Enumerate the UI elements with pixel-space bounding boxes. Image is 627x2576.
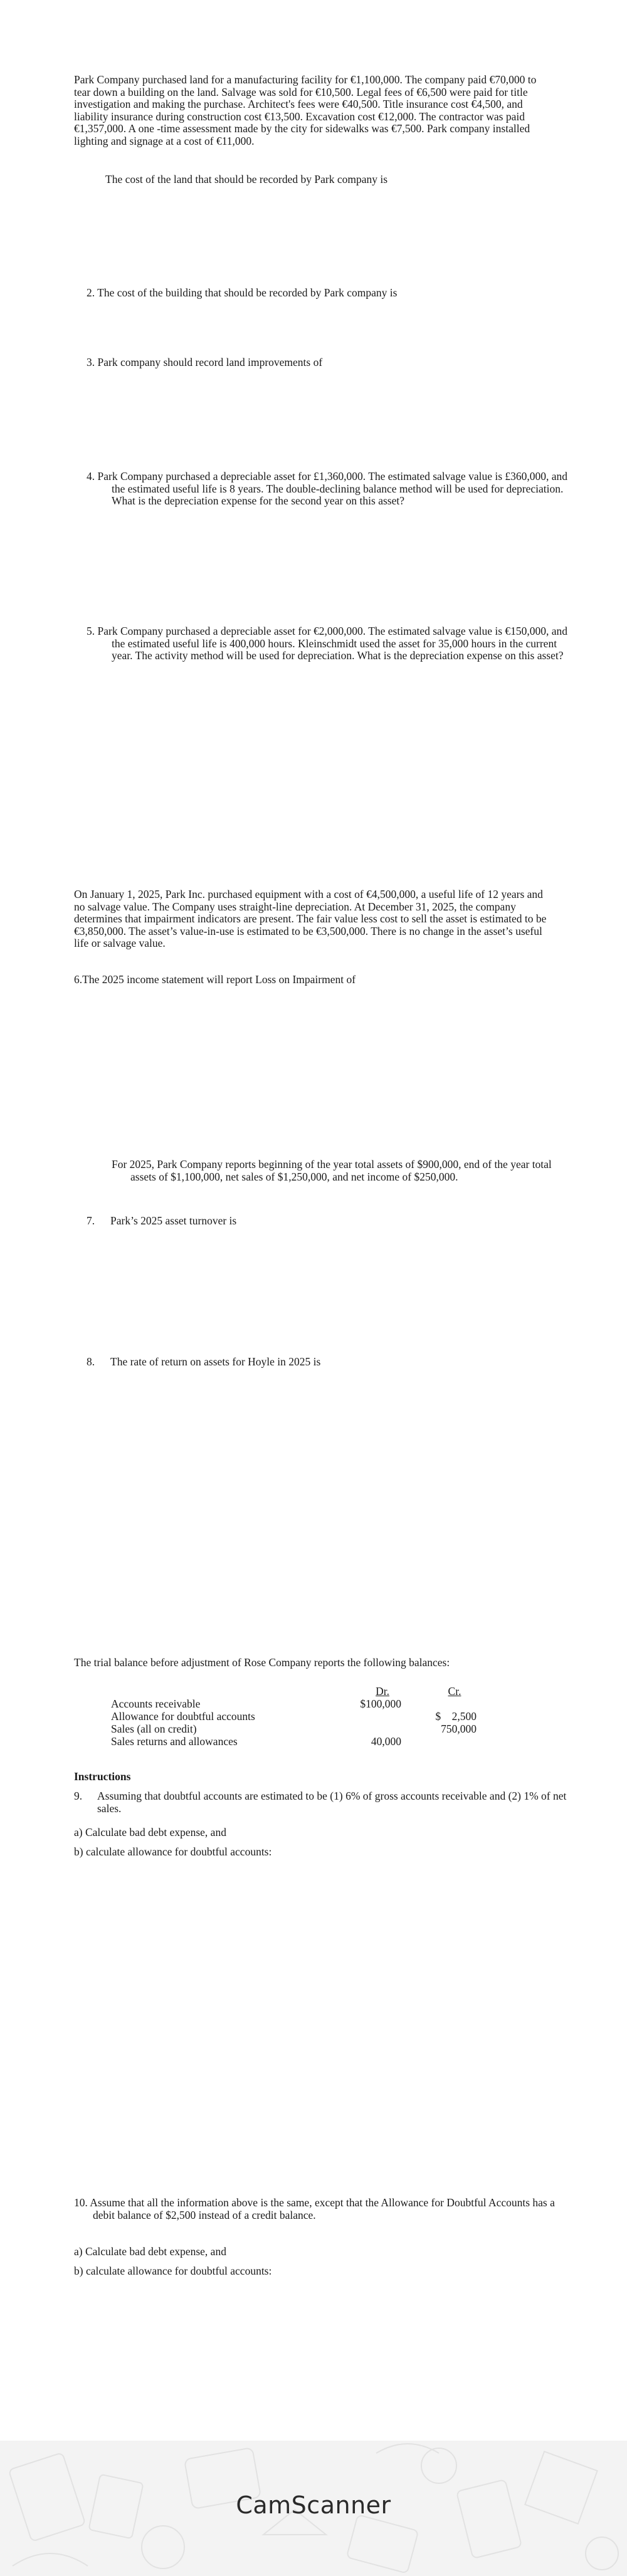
trial-balance-row [74,1711,553,1723]
question-9b: b) calculate allowance for doubtful accounts: [74,1845,272,1858]
instructions-heading: Instructions [74,1770,131,1783]
question-7-number: 7. [87,1214,95,1227]
question-10a: a) Calculate bad debt expense, and [74,2245,226,2258]
question-10: 10. Assume that all the information above is the same, except that the Allowance for Doubtful Accounts has a debit balance of $2,500 instead of a credit balance. [74,2196,555,2221]
account-label: Sales (all on credit) [111,1723,197,1735]
camscanner-footer [0,2441,627,2576]
question-1: The cost of the land that should be recorded by Park company is [105,173,388,185]
account-label: Allowance for doubtful accounts [111,1710,255,1723]
debit-column-header: Dr. [376,1685,389,1697]
question-8-text: The rate of return on assets for Hoyle in 2025 is [110,1355,321,1368]
debit-amount: 40,000 [371,1735,401,1748]
question-3: 3. Park company should record land improvements of [87,356,323,368]
credit-amount: 750,000 [441,1723,477,1735]
question-9 [74,1790,576,1815]
credit-column-header: Cr. [448,1685,461,1697]
impairment-problem-paragraph: On January 1, 2025, Park Inc. purchased equipment with a cost of €4,500,000, a useful life of 12 years and no salvage value. The Company uses straight-line depreciation. At December 31, 2025, the company determines that impairment indicators are present. The fair value less cost to sell the asset is estimated to be €3,850,000. The asset’s value-in-use is estimated to be €3,500,000. There is no change in the asset’s useful life or salvage value. [74,888,547,950]
trial-balance-table [74,1686,553,1748]
question-6: 6.The 2025 income statement will report Loss on Impairment of [74,973,356,986]
question-8-number: 8. [87,1355,95,1368]
camscanner-logo-text: CamScanner [236,2491,391,2519]
asset-turnover-paragraph: For 2025, Park Company reports beginning of the year total assets of $900,000, end of the year total assets of $1,100,000, net sales of $1,250,000, and net income of $250,000. [112,1158,552,1183]
trial-balance-intro: The trial balance before adjustment of Rose Company reports the following balances: [74,1656,450,1669]
account-label: Accounts receivable [111,1697,201,1710]
question-9-text: Assuming that doubtful accounts are estimated to be (1) 6% of gross accounts receivable and (2) 1% of net sales. [97,1790,567,1815]
trial-balance-row [74,1736,553,1748]
trial-balance-row [74,1698,553,1711]
debit-amount: $100,000 [360,1697,401,1710]
question-10b: b) calculate allowance for doubtful accounts: [74,2265,272,2277]
question-9a: a) Calculate bad debt expense, and [74,1826,226,1838]
question-5: 5. Park Company purchased a depreciable asset for €2,000,000. The estimated salvage value is €150,000, and the estimated useful life is 400,000 hours. Kleinschmidt used the asset for 35,000 hours in the current year. The activity method will be used for depreciation. What is the depreciation expense on this asset? [87,625,568,662]
trial-balance-row [74,1723,553,1736]
question-4: 4. Park Company purchased a depreciable asset for £1,360,000. The estimated salvage value is £360,000, and the estimated useful life is 8 years. The double-declining balance method will be used for depreciation. What is the depreciation expense for the second year on this asset? [87,470,568,508]
question-7 [87,1215,553,1228]
account-label: Sales returns and allowances [111,1735,238,1748]
question-8 [87,1356,553,1369]
question-9-number: 9. [74,1790,83,1802]
question-2: 2. The cost of the building that should be recorded by Park company is [87,286,398,299]
credit-amount: $ 2,500 [435,1710,477,1723]
question-7-text: Park’s 2025 asset turnover is [110,1214,237,1227]
land-problem-paragraph: Park Company purchased land for a manufacturing facility for €1,100,000. The company paid €70,000 to tear down a building on the land. Salvage was sold for €10,500. Legal fees of €6,500 were paid for title investigation and making the purchase. Architect's fees were €40,500. Title insurance cost €4,500, and liability insurance during construction cost €13,500. Excavation cost €12,000. The contractor was paid €1,357,000. A one -time assessment made by the city for sidewalks was €7,500. Park company installed lighting and signage at a cost of €11,000. [74,73,537,147]
trial-balance-header-row [74,1686,553,1698]
